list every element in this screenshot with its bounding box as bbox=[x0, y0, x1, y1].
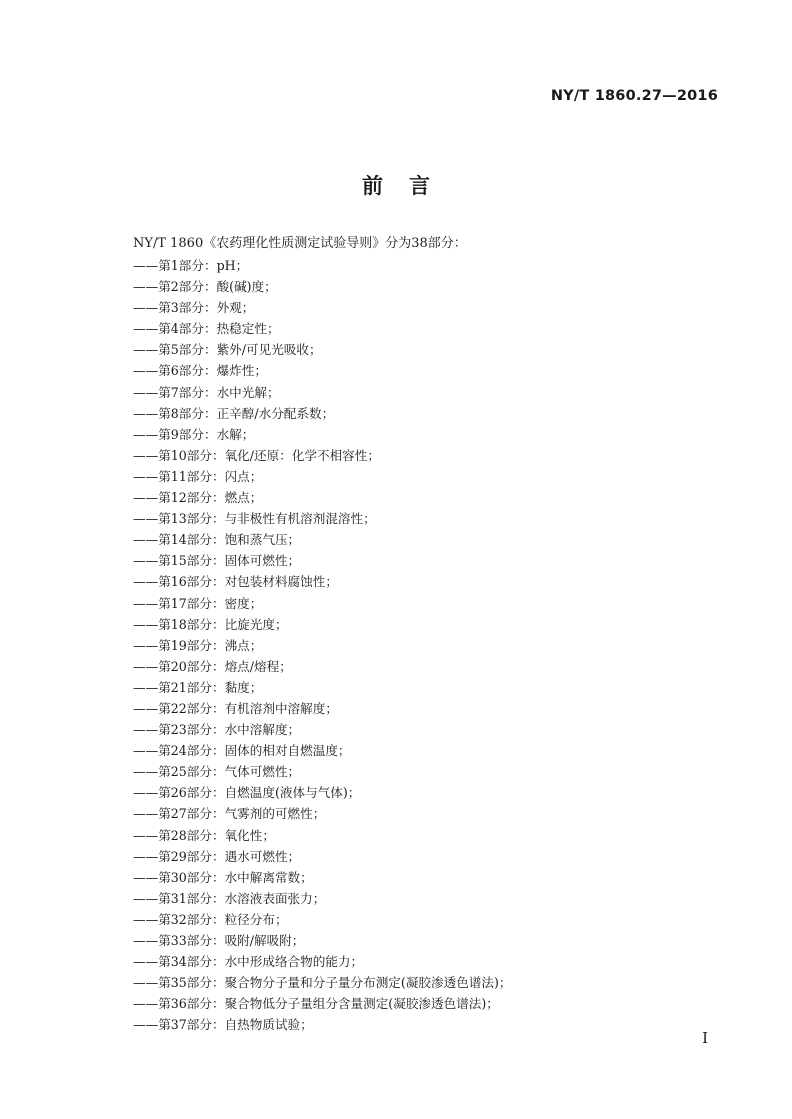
list-item: ——第2部分：酸(碱)度； bbox=[133, 279, 277, 295]
list-item: ——第4部分：热稳定性； bbox=[133, 321, 280, 337]
list-item: ——第22部分：有机溶剂中溶解度； bbox=[133, 700, 338, 716]
list-item: ——第29部分：遇水可燃性； bbox=[133, 848, 301, 864]
list-item: ——第14部分：饱和蒸气压； bbox=[133, 532, 301, 548]
list-item: ——第11部分：闪点； bbox=[133, 468, 263, 484]
list-item: ——第20部分：熔点/熔程； bbox=[133, 658, 292, 674]
list-item: ——第27部分：气雾剂的可燃性； bbox=[133, 806, 326, 822]
list-item: ——第31部分：水溶液表面张力； bbox=[133, 890, 326, 906]
page-title: 前言 bbox=[362, 173, 456, 198]
list-item: ——第16部分：对包装材料腐蚀性； bbox=[133, 574, 338, 590]
list-item: ——第9部分：水解； bbox=[133, 426, 255, 442]
list-item: ——第7部分：水中光解； bbox=[133, 384, 280, 400]
list-item: ——第32部分：粒径分布； bbox=[133, 911, 288, 927]
parts-list bbox=[133, 255, 511, 1035]
standard-code: NY/T 1860.27—2016 bbox=[550, 88, 718, 104]
list-item: ——第25部分：气体可燃性； bbox=[133, 764, 301, 780]
list-item: ——第23部分：水中溶解度； bbox=[133, 722, 301, 738]
list-item: ——第3部分：外观； bbox=[133, 300, 255, 316]
list-item: ——第13部分：与非极性有机溶剂混溶性； bbox=[133, 511, 376, 527]
list-item: ——第30部分：水中解离常数； bbox=[133, 869, 313, 885]
list-item: ——第36部分：聚合物低分子量组分含量测定(凝胶渗透色谱法)； bbox=[133, 996, 499, 1012]
list-item: ——第15部分：固体可燃性； bbox=[133, 553, 301, 569]
list-item: ——第17部分：密度； bbox=[133, 595, 263, 611]
list-item: ——第28部分：氧化性； bbox=[133, 827, 275, 843]
list-item: ——第33部分：吸附/解吸附； bbox=[133, 933, 305, 948]
page-number: I bbox=[702, 1029, 708, 1047]
list-item: ——第5部分：紫外/可见光吸收； bbox=[133, 342, 322, 358]
list-item: ——第8部分：正辛醇/水分配系数； bbox=[133, 405, 335, 421]
list-item: ——第37部分：自热物质试验； bbox=[133, 1017, 313, 1033]
list-item: ——第10部分：氧化/还原：化学不相容性； bbox=[133, 447, 380, 463]
intro-paragraph: NY/T 1860《农药理化性质测定试验导则》分为38部分： bbox=[133, 236, 467, 251]
list-item: ——第12部分：燃点； bbox=[133, 490, 263, 506]
list-item: ——第35部分：聚合物分子量和分子量分布测定(凝胶渗透色谱法)； bbox=[133, 975, 512, 991]
list-item: ——第24部分：固体的相对自燃温度； bbox=[133, 743, 351, 759]
list-item: ——第21部分：黏度； bbox=[133, 679, 263, 695]
list-item: ——第26部分：自燃温度(液体与气体)； bbox=[133, 785, 361, 801]
list-item: ——第19部分：沸点； bbox=[133, 637, 263, 653]
list-item: ——第6部分：爆炸性； bbox=[133, 363, 267, 379]
list-item: ——第34部分：水中形成络合物的能力； bbox=[133, 954, 364, 970]
list-item: ——第1部分：pH； bbox=[133, 258, 249, 273]
list-item: ——第18部分：比旋光度； bbox=[133, 616, 288, 632]
